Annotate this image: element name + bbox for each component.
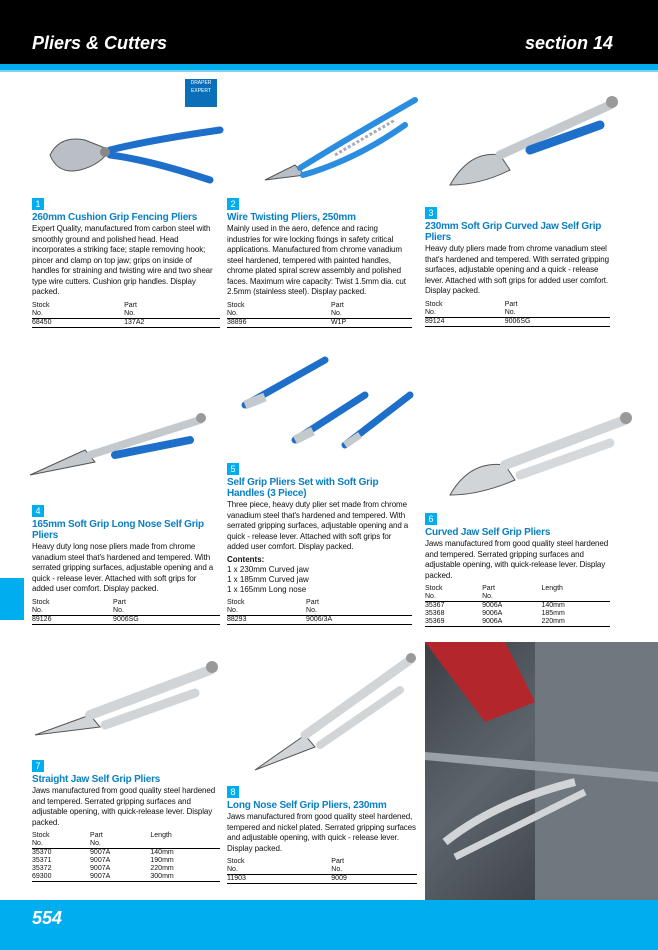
product-number: 3 [425,207,437,219]
stock-cell: 89126 [32,615,113,624]
section-title: Pliers & Cutters [32,33,168,53]
table-row [32,873,220,882]
part-header: Part [113,598,126,606]
stock-table [425,585,610,627]
section-side-tab [0,578,24,620]
table-row [227,615,412,624]
part-cell: 137A2 [124,318,220,327]
part-cell: 9007A [90,849,111,856]
product-title: 260mm Cushion Grip Fencing Pliers [32,212,198,223]
product-4 [32,501,220,625]
stock-header: Stock [32,832,50,839]
product-number: 2 [227,198,239,210]
part-cell: W1P [331,318,412,327]
stock-no-header: No. [32,840,90,849]
table-row [425,602,610,611]
stock-no-header: No. [425,593,482,602]
part-no-header: No. [306,607,412,616]
stock-no-header: No. [227,310,331,319]
product-number: 5 [227,463,239,475]
stock-cell: 35368 [425,610,445,617]
part-cell: 9006A [482,610,503,617]
length-cell: 185mm [541,610,565,617]
length-cell: 220mm [150,865,174,872]
stock-cell: 35372 [32,865,52,872]
stock-header: Stock [32,301,50,309]
logo-text: DRAPER EXPERT [190,80,212,94]
length-cell: 140mm [150,849,174,856]
part-no-header: No. [113,607,220,616]
part-cell: 9006SG [505,317,610,326]
table-row [425,610,610,618]
table-row [425,317,610,326]
product-number: 8 [227,786,239,798]
part-cell: 9007A [90,865,111,872]
product-description: Heavy duty long nose pliers made from chrome vanadium steel that's hardened and tempered. With serrated gripping surfaces, adjustable opening and a quick - release lever. Attached with soft grips for added user comfort. Display packed. [32,542,214,593]
part-header: Part [330,301,344,309]
product-number: 4 [32,505,44,517]
draper-logo [184,78,218,108]
part-header: Part [124,301,137,309]
stock-no-header: No. [227,866,331,875]
straight-jaw-pliers-image [30,655,220,750]
stock-table [227,858,417,884]
pliers-set-image [235,345,425,455]
product-title: Wire Twisting Pliers, 250mm [227,212,356,223]
table-row [32,865,220,873]
product-7 [32,756,220,882]
stock-table [32,302,220,328]
stock-header: Stock [32,598,50,606]
stock-table [32,832,220,882]
product-title: Curved Jaw Self Grip Pliers [425,527,551,538]
table-row [32,849,220,858]
curved-jaw-pliers-image [440,405,635,510]
long-nose-soft-grip-pliers-image [25,400,215,490]
stock-table [227,302,412,328]
stock-no-header: No. [227,607,306,616]
section-number: section 14 [524,33,613,53]
product-description: Expert Quality, manufactured from carbon steel with smoothly ground and polished head. Head incorporates a striking face; staple removing hook; pincer and clamp on top jaw; grips on inside of handles for straining and twisting wire and two shear type wire cutters. Cushion grip handles. Display packed. [32,224,213,296]
contents-label: Contents: [227,554,265,564]
stock-header: Stock [227,301,245,309]
pliers-in-use-photo [425,642,658,900]
product-title: Self Grip Pliers Set with Soft Grip Handles (3 Piece) [227,477,379,499]
stock-cell: 89124 [425,317,505,326]
set-contents [227,555,412,595]
long-nose-pliers-image [250,650,420,780]
stock-cell: 35371 [32,857,52,864]
stock-header: Stock [425,300,443,308]
stock-cell: 35370 [32,849,52,856]
stock-cell: 11903 [227,875,331,884]
product-6 [425,509,610,627]
stock-cell: 38896 [227,318,331,327]
page-header [0,0,658,64]
stock-no-header: No. [32,607,113,616]
part-header: Part [90,832,103,839]
part-no-header: No. [482,593,541,602]
product-3 [425,203,610,327]
product-title: 165mm Soft Grip Long Nose Self Grip Pliers [32,519,204,541]
contents-item: 1 x 185mm Curved jaw [227,574,309,584]
part-no-header: No. [505,309,610,318]
part-header: Part [504,300,518,308]
part-header: Part [306,598,319,606]
table-row [227,318,412,327]
table-row [227,875,417,884]
length-header: Length [541,585,563,592]
page-number: 554 [32,908,63,928]
stock-table [425,301,610,327]
stock-table [227,599,412,625]
part-cell: 9009 [331,875,417,884]
part-cell: 9006A [482,618,541,627]
table-row [32,318,220,327]
stock-header: Stock [227,858,245,865]
part-cell: 9007A [90,857,111,864]
length-header: Length [150,832,172,839]
part-header: Part [331,858,345,865]
product-title: Long Nose Self Grip Pliers, 230mm [227,800,387,811]
product-title: 230mm Soft Grip Curved Jaw Self Grip Pliers [425,221,602,243]
product-number: 7 [32,760,44,772]
fencing-pliers-image [40,120,230,190]
product-number: 6 [425,513,437,525]
part-cell: 9006/3A [306,615,412,624]
table-row [32,857,220,865]
product-description: Jaws manufactured from good quality steel hardened and tempered. Serrated gripping surfaces and adjustable opening, with quick-release lever. Display packed. [425,539,609,580]
stock-header: Stock [227,598,245,606]
table-row [32,615,220,624]
part-cell: 9006A [482,602,503,609]
product-number: 1 [32,198,44,210]
part-no-header: No. [331,866,417,875]
product-description: Three piece, heavy duty plier set made from chrome vanadium steel that's hardened and tempered. With serrated gripping surfaces, adjustable opening and a quick - release lever. Attached with soft grips for added user comfort. Display packed. [227,500,409,551]
photo-illustration [425,642,658,900]
length-cell: 140mm [541,602,565,609]
stock-table [32,599,220,625]
page-footer [0,900,658,950]
product-8 [227,782,417,884]
length-cell: 190mm [150,857,174,864]
stock-cell: 35367 [425,602,445,609]
product-title: Straight Jaw Self Grip Pliers [32,774,161,785]
contents-item: 1 x 165mm Long nose [227,584,307,594]
curved-jaw-soft-grip-pliers-image [440,90,630,200]
product-5 [227,459,412,625]
part-no-header: No. [331,310,412,319]
part-header: Part [482,585,495,592]
stock-header: Stock [425,585,443,592]
stock-no-header: No. [425,309,505,318]
contents-item: 1 x 230mm Curved jaw [227,564,309,574]
part-no-header: No. [90,840,150,849]
table-row [425,618,610,627]
product-2 [227,194,412,328]
wire-twisting-pliers-image [255,80,425,200]
header-accent-line [0,70,658,72]
product-description: Mainly used in the aero, defence and racing industries for wire locking fixings in safety critical applications. Manufactured from chrome vanadium steel hardened, tempered with painted handles, chrome plated spiral screw assembly and polished faces. Maximum wire capacity: Twist 1.5mm dia. cut 2.5mm (stainless steel). Display packed. [227,224,406,296]
part-no-header: No. [124,310,220,319]
stock-cell: 69300 [32,873,90,882]
stock-cell: 68450 [32,318,124,327]
product-description: Heavy duty pliers made from chrome vanadium steel that's hardened and tempered. With serrated gripping surfaces, adjustable opening and a quick - release lever. Attached with soft grips for added user comfort. Display packed. [425,244,609,295]
product-description: Jaws manufactured from good quality steel hardened, tempered and nickel plated. Serrated gripping surfaces and adjustable opening, with quick - release lever. Display packed. [227,812,416,853]
stock-no-header: No. [32,310,124,319]
product-1 [32,194,220,328]
stock-cell: 88293 [227,615,306,624]
part-cell: 9006SG [113,615,220,624]
part-cell: 9007A [90,873,150,882]
stock-cell: 35369 [425,618,482,627]
product-description: Jaws manufactured from good quality steel hardened and tempered. Serrated gripping surfaces and adjustable opening, with quick-release lever. Display packed. [32,786,216,827]
length-cell: 220mm [542,618,611,627]
length-cell: 300mm [150,873,220,882]
